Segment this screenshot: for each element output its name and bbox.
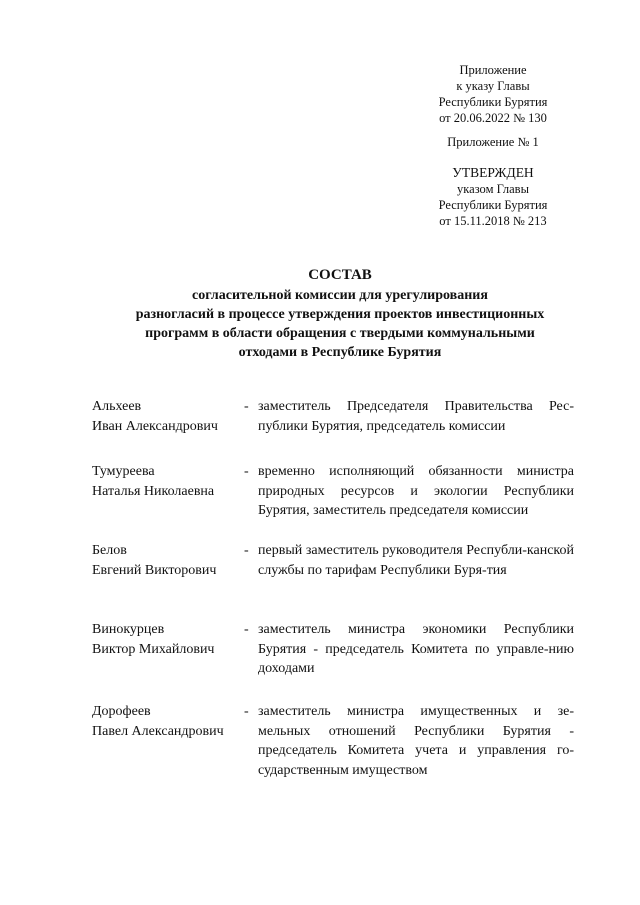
member-dash: -	[244, 464, 249, 479]
title-heading: СОСТАВ	[308, 267, 372, 283]
appendix-number-block	[418, 134, 568, 150]
member-given-names: Виктор Михайлович	[92, 641, 215, 657]
approved-line: Республики Бурятия	[438, 198, 548, 212]
member-dash: -	[244, 543, 249, 558]
member-surname: Тумуреева	[92, 464, 155, 479]
member-role: первый заместитель руководителя Республи-канской службы по тарифам Республики Буря-тия	[258, 543, 574, 578]
member-role: заместитель министра экономики Республики Бурятия - председатель Комитета по управле-нию доходами	[258, 622, 574, 676]
member-name	[92, 462, 242, 501]
approved-line: указом Главы	[457, 182, 529, 196]
member-surname: Дорофеев	[92, 704, 151, 719]
member-role: временно исполняющий обязанности министра природных ресурсов и экологии Республики Бурятия, заместитель председателя комиссии	[258, 464, 574, 518]
document-title	[60, 264, 620, 362]
member-dash: -	[244, 399, 249, 414]
annex-line: к указу Главы	[456, 79, 530, 93]
member-dash: -	[244, 704, 249, 719]
member-surname: Винокурцев	[92, 622, 165, 637]
member-given-names: Евгений Викторович	[92, 562, 217, 578]
appendix-number: Приложение № 1	[447, 135, 539, 149]
member-name	[92, 397, 242, 436]
approved-line: от 15.11.2018 № 213	[439, 214, 547, 228]
approved-title: УТВЕРЖДЕН	[452, 165, 534, 180]
annex-line: от 20.06.2022 № 130	[439, 111, 547, 125]
annex-block	[418, 62, 568, 126]
title-line: разногласий в процессе утверждения проектов инвестиционных	[135, 307, 545, 322]
member-role: заместитель Председателя Правительства Рес-публики Бурятия, председатель комиссии	[258, 399, 574, 434]
member-role: заместитель министра имущественных и зе-мельных отношений Республики Бурятия - председатель Комитета учета и управления го-сударственным имуществом	[258, 704, 574, 778]
approved-block	[418, 165, 568, 229]
member-name	[92, 702, 242, 741]
title-line: отходами в Республике Бурятия	[238, 345, 442, 360]
title-line: программ в области обращения с твердыми коммунальными	[145, 326, 535, 341]
title-line: согласительной комиссии для урегулирования	[192, 288, 488, 303]
member-name	[92, 620, 242, 659]
member-given-names: Иван Александрович	[92, 418, 218, 434]
member-surname: Альхеев	[92, 399, 142, 414]
member-given-names: Павел Александрович	[92, 723, 224, 739]
annex-line: Приложение	[459, 63, 527, 77]
member-given-names: Наталья Николаевна	[92, 483, 215, 499]
annex-line: Республики Бурятия	[438, 95, 548, 109]
member-name	[92, 541, 242, 580]
member-dash: -	[244, 622, 249, 637]
member-surname: Белов	[92, 543, 127, 558]
